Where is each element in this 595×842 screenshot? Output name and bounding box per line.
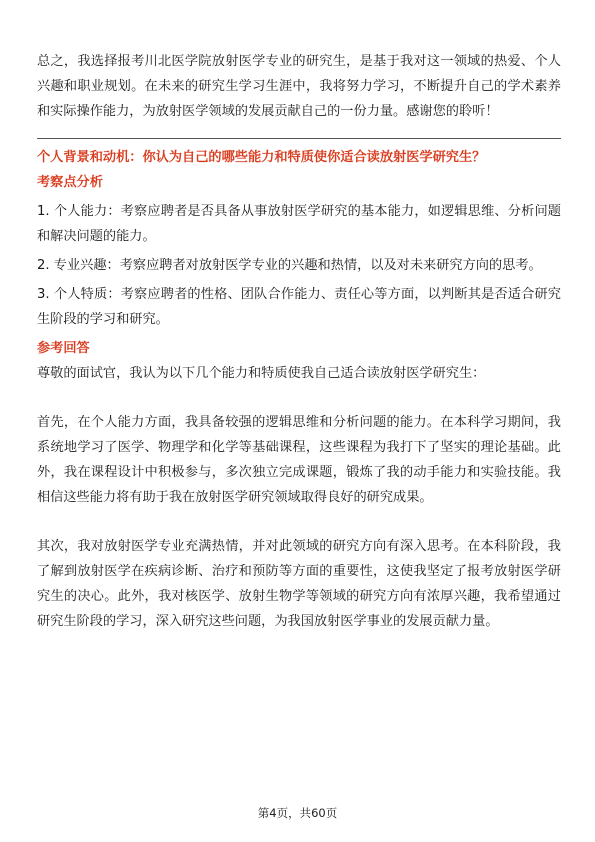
spacer: [37, 510, 561, 534]
analysis-item-1: 1. 个人能力：考察应聘者是否具备从事放射医学研究的基本能力，如逻辑思维、分析问题和解决问题的能力。: [37, 204, 561, 244]
answer-greeting: 尊敬的面试官，我认为以下几个能力和特质使我自己适合读放射医学研究生：: [37, 366, 486, 381]
answer-paragraph-1: 首先，在个人能力方面，我具备较强的逻辑思维和分析问题的能力。在本科学习期间，我系统地学习了医学、物理学和化学等基础课程，这些课程为我打下了坚实的理论基础。此外，我在课程设计中积极参与，多次独立完成课题，锻炼了我的动手能力和实验技能。我相信这些能力将有助于我在放射医学研究领域取得良好的研究成果。: [37, 415, 561, 505]
analysis-heading: 考察点分析: [37, 175, 103, 190]
answer-heading: 参考回答: [37, 341, 90, 356]
analysis-item-2: 2. 专业兴趣：考察应聘者对放射医学专业的兴趣和热情，以及对未来研究方向的思考。: [37, 258, 542, 273]
question-title: 个人背景和动机：你认为自己的哪些能力和特质使你适合读放射医学研究生？: [37, 150, 486, 165]
section-divider: [37, 138, 561, 139]
spacer: [37, 386, 561, 410]
intro-paragraph: 总之，我选择报考川北医学院放射医学专业的研究生，是基于我对这一领域的热爱、个人兴趣和职业规划。在未来的研究生学习生涯中，我将努力学习，不断提升自己的学术素养和实际操作能力，为放射医学领域的发展贡献自己的一份力量。感谢您的聆听！: [37, 54, 561, 119]
page-content: [37, 49, 561, 634]
analysis-item-3: 3. 个人特质：考察应聘者的性格、团队合作能力、责任心等方面，以判断其是否适合研究生阶段的学习和研究。: [37, 287, 561, 327]
answer-paragraph-2: 其次，我对放射医学专业充满热情，并对此领域的研究方向有深入思考。在本科阶段，我了解到放射医学在疾病诊断、治疗和预防等方面的重要性，这使我坚定了报考放射医学研究生的决心。此外，我对核医学、放射生物学等领域的研究方向有浓厚兴趣，我希望通过研究生阶段的学习，深入研究这些问题，为我国放射医学事业的发展贡献力量。: [37, 539, 561, 629]
page-number: 第4页，共60页: [257, 806, 338, 820]
